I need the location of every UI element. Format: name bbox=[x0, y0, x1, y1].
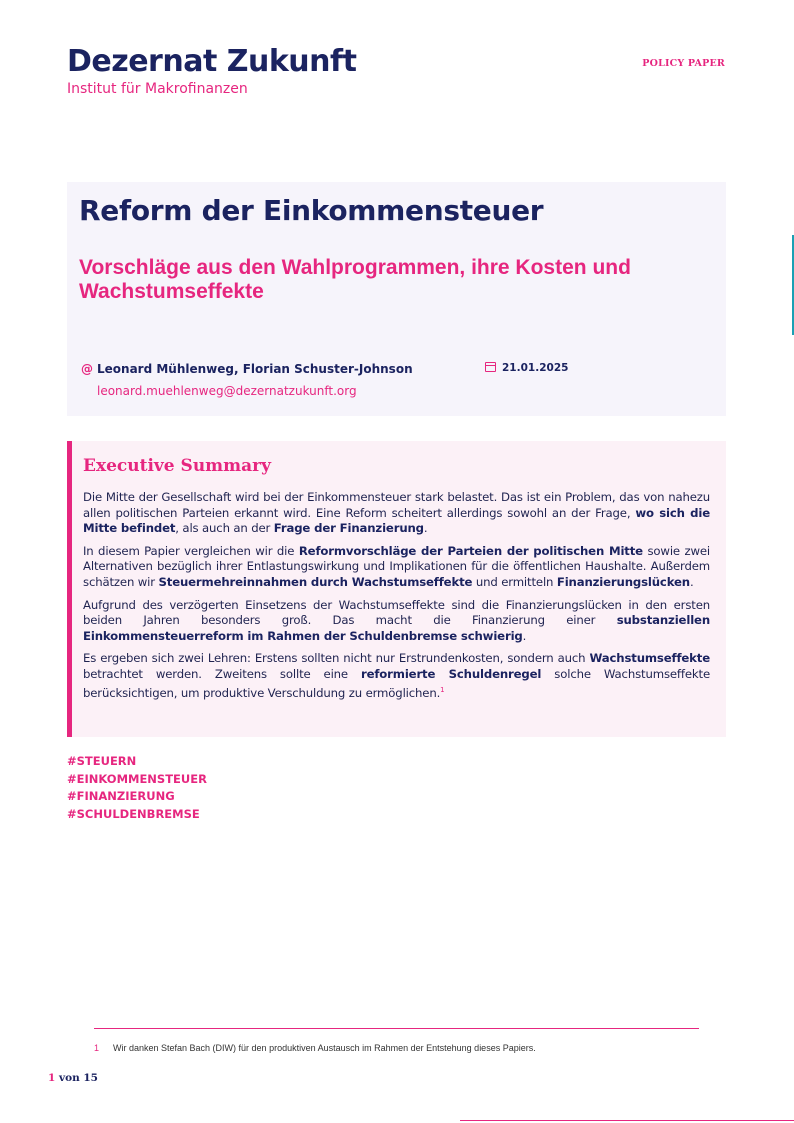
summary-paragraph: In diesem Papier vergleichen wir die Reformvorschläge der Parteien der politischen Mitte sowie zwei Alternativen bezüglich ihrer Entlastungswirkung und Implikationen für die öffentlichen Haushalte. Außerdem schätzen wir Steuermehreinnahmen durch Wachstumseffekte und ermitteln Finanzierungslücken. bbox=[83, 543, 710, 589]
footnote bbox=[94, 1043, 536, 1053]
publication-date bbox=[485, 362, 568, 374]
authors bbox=[81, 362, 413, 376]
footnote-divider bbox=[94, 1028, 699, 1029]
author-names: Leonard Mühlenweg, Florian Schuster-Johnson bbox=[97, 362, 413, 376]
summary-paragraph: Es ergeben sich zwei Lehren: Erstens sollten nicht nur Erstrundenkosten, sondern auch Wachstumseffekte betrachtet werden. Zweitens sollte eine reformierte Schuldenregel solche Wachstumseffekte berücksichtigen, um produktive Verschuldung zu ermöglichen.$^1$ bbox=[83, 651, 710, 700]
tag-item: #FINANZIERUNG bbox=[67, 789, 175, 803]
tag-item: #SCHULDENBREMSE bbox=[67, 806, 200, 821]
calendar-icon bbox=[485, 362, 496, 372]
title-block bbox=[67, 182, 726, 416]
author-email-link[interactable]: leonard.muehlenweg@dezernatzukunft.org bbox=[97, 384, 357, 398]
tag-item: #EINKOMMENSTEUER bbox=[67, 771, 207, 786]
summary-accent-bar bbox=[67, 441, 72, 737]
page-subtitle: Vorschläge aus den Wahlprogrammen, ihre Kosten und Wachstumseffekte bbox=[79, 256, 631, 303]
page-number bbox=[48, 1072, 98, 1084]
at-icon: @ bbox=[81, 362, 93, 376]
date-value: 21.01.2025 bbox=[502, 362, 569, 374]
logo-subtitle: Institut für Makrofinanzen bbox=[67, 81, 248, 97]
summary-body bbox=[83, 490, 710, 708]
page-of-label: von bbox=[58, 1072, 80, 1084]
total-pages: 15 bbox=[83, 1072, 98, 1084]
summary-paragraph: Die Mitte der Gesellschaft wird bei der Einkommensteuer stark belastet. Das ist ein Problem, das von nahezu allen politischen Parteien erkannt wird. Eine Reform scheitert allerdings sowohl an der Frage, wo sich die Mitte befindet, als auch an der Frage der Finanzierung. bbox=[83, 490, 711, 536]
footnote-text: Wir danken Stefan Bach (DIW) für den produktiven Austausch im Rahmen der Entstehung dieses Papiers. bbox=[113, 1043, 536, 1053]
executive-summary bbox=[67, 441, 726, 737]
tag-list bbox=[67, 753, 207, 823]
summary-paragraph: Aufgrund des verzögerten Einsetzens der Wachstumseffekte sind die Finanzierungslücken in den ersten beiden Jahren besonders groß. Das macht die Finanzierung einer substanziellen Einkommensteuerreform im Rahmen der Schuldenbremse schwierig. bbox=[83, 597, 710, 643]
page-title: Reform der Einkommensteuer bbox=[79, 194, 544, 227]
document-type-label: POLICY PAPER bbox=[642, 58, 725, 69]
bottom-divider bbox=[460, 1120, 794, 1121]
summary-heading: Executive Summary bbox=[83, 456, 272, 476]
current-page: 1 bbox=[48, 1072, 56, 1084]
footnote-reference[interactable]: 1 bbox=[440, 685, 445, 694]
logo-wordmark: Dezernat Zukunft bbox=[67, 44, 357, 79]
tag-item: #STEUERN bbox=[67, 754, 137, 768]
footnote-number: 1 bbox=[94, 1043, 100, 1053]
